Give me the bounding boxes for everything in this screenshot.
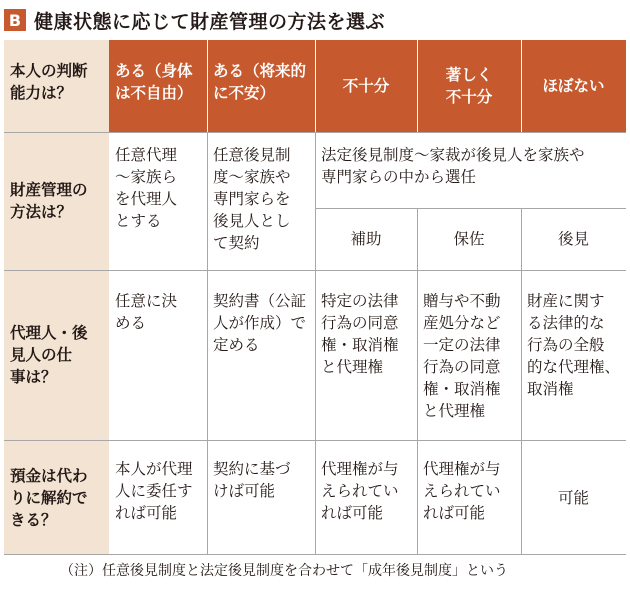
sub-guardianship: 後見 [521,208,626,270]
deposit-assistance: 代理権が与 えられてい れば可能 [315,440,417,555]
duty-assistance: 特定の法律 行為の同意 権・取消権 と代理権 [315,270,417,440]
title-bar [4,6,626,34]
duty-voluntary-guardianship: 契約書（公証 人が作成）で 定める [207,270,315,440]
rule [521,40,522,132]
header-method: 財産管理の 方法は？ [4,132,109,270]
col-header-future: ある（将来的 に不安） [207,40,315,132]
duty-voluntary-agent: 任意に決 める [109,270,207,440]
col-header-insufficient: 不十分 [315,40,417,132]
duty-guardianship: 財産に関す る法律的な 行為の全般 的な代理権、 取消権 [521,270,626,440]
rule [207,132,208,555]
rule [207,40,208,132]
footnote: （注）任意後見制度と法定後見制度を合わせて「成年後見制度」という [60,563,508,579]
comparison-table [4,40,626,555]
col-header-almost-none: ほぼない [521,40,626,132]
deposit-voluntary-agent: 本人が代理 人に委任す れば可能 [109,440,207,555]
col-header-very-insufficient: 著しく 不十分 [417,40,521,132]
page-title: 健康状態に応じて財産管理の方法を選ぶ [34,10,386,33]
method-legal-guardianship: 法定後見制度～家裁が後見人を家族や 専門家らの中から選任 [315,132,626,208]
deposit-curatorship: 代理権が与 えられてい れば可能 [417,440,521,555]
section-badge: B [4,9,26,31]
deposit-voluntary-guardianship: 契約に基づ けば可能 [207,440,315,555]
rule [315,132,316,555]
header-deposit: 預金は代わ りに解約で きる？ [4,440,109,555]
rule [315,208,626,209]
header-duty: 代理人・後 見人の仕 事は？ [4,270,109,440]
col-header-physical: ある（身体 は不自由） [109,40,207,132]
duty-curatorship: 贈与や不動 産処分など 一定の法律 行為の同意 権・取消権 と代理権 [417,270,521,440]
method-voluntary-agent: 任意代理 ～家族ら を代理人 とする [109,132,207,270]
rule [521,208,522,555]
sub-curatorship: 保佐 [417,208,521,270]
method-voluntary-guardianship: 任意後見制 度～家族や 専門家らを 後見人とし て契約 [207,132,315,270]
rule [315,40,316,132]
header-judgment: 本人の判断 能力は？ [4,40,109,132]
rule [417,40,418,132]
sub-assistance: 補助 [315,208,417,270]
deposit-guardianship: 可能 [521,440,626,555]
rule [417,208,418,555]
